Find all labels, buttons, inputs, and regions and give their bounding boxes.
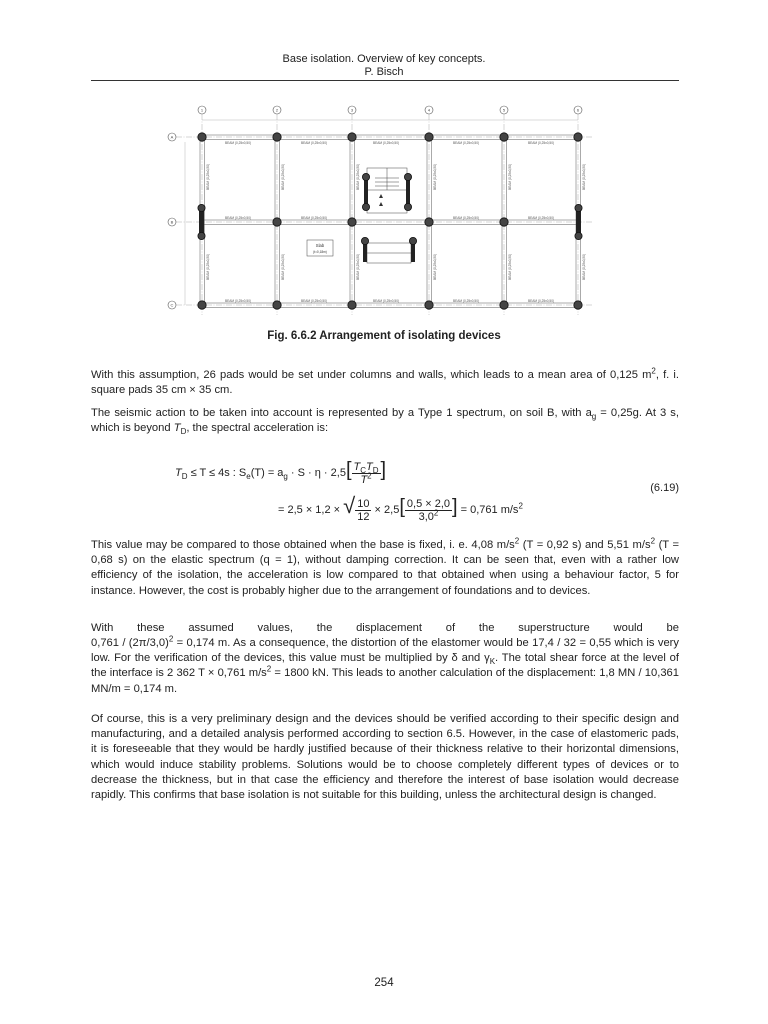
stair-arrows: [379, 194, 383, 206]
eq2-frac-num: 0,5 × 2,0: [406, 497, 451, 510]
eq2-b: × 2,5: [374, 504, 400, 516]
walls: [199, 175, 581, 262]
p3-sup-2: 2: [650, 536, 656, 546]
beam-label: BEAM (0,25x0,50): [225, 216, 252, 220]
eq-td-sub: D: [181, 472, 188, 482]
p2-text-b: = 0,25g. At 3 s, which is beyond: [91, 407, 679, 435]
beams: [200, 135, 581, 308]
paragraph-4-line-1: With these assumed values, the displacement of the superstructure would be: [91, 622, 679, 634]
beam-label: BEAM (0,25x0,50): [373, 299, 400, 303]
beam-label: BEAM (0,25x0,50): [453, 299, 480, 303]
axis-1: 1: [200, 107, 204, 113]
axis-number-labels: [201, 108, 580, 113]
column-label: BEAM (0,25x0,50): [433, 253, 437, 280]
eq2-sqrt-frac: [355, 498, 371, 523]
p2-td-sub: D: [180, 427, 187, 437]
axis-number-bubbles: [198, 106, 582, 114]
p4-sub: K: [489, 657, 496, 667]
column-label: BEAM (0,25x0,50): [206, 253, 210, 280]
eq2-frac-den: 3,0: [418, 510, 434, 523]
equation-line-1: $T_D \le T \le 4s$ : $S_e(T) = a_g \cdot S \cdot \eta \cdot 2,5$[ $\frac{T_CT_D}{T^2}$ ]: [175, 459, 387, 486]
eq-tc-sub: C: [360, 465, 367, 475]
axis-3: 3: [350, 107, 354, 113]
axis-5: 5: [502, 107, 506, 113]
column-label: BEAM (0,25x0,50): [433, 163, 437, 190]
slab-label: Slab: [315, 243, 325, 248]
beam-label: BEAM (0,25x0,50): [225, 141, 252, 145]
p3-sup-1: 2: [514, 536, 520, 546]
eq-rest: · S · η · 2,5: [287, 467, 346, 479]
column-label: BEAM (0,25x0,50): [508, 253, 512, 280]
p4-text-a: 0,761 / (2π/3,0): [91, 637, 169, 649]
eq-td2-sub: D: [372, 465, 379, 475]
p4-sup-1: 2: [168, 634, 174, 644]
header-author: P. Bisch: [364, 66, 404, 78]
p3-text-b: (T = 0,92 s) and 5,51 m/s: [519, 539, 651, 551]
p4-text-b: = 0,174 m. As a consequence, the distortion of the elastomer would be 17,4 / 32 = 0,55 which is very low. For the verification of the devices, this value must be multiplied by δ and γ: [91, 637, 679, 665]
eq2-result-sup: 2: [518, 501, 523, 511]
beam-label: BEAM (0,25x0,50): [301, 141, 328, 145]
isolating-pads: [198, 133, 582, 309]
p1-text-a: With this assumption, 26 pads would be set under columns and walls, which leads to a mean area of 0,125 m: [91, 369, 652, 381]
header-title: Base isolation. Overview of key concepts.: [282, 53, 486, 65]
column-label: BEAM (0,25x0,50): [356, 253, 360, 280]
beam-label: BEAM (0,25x0,50): [528, 216, 555, 220]
figure-caption: Fig. 6.6.2 Arrangement of isolating devices: [267, 330, 501, 342]
beam-label: BEAM (0,25x0,50): [373, 141, 400, 145]
p2-text-a: The seismic action to be taken into account is represented by a Type 1 spectrum, on soil B, with a: [91, 407, 592, 419]
eq2-frac: [405, 498, 452, 523]
eq2-result: = 0,761 m/s: [460, 504, 519, 516]
p4-text-c: . The total shear force at the level of the interface is 2 362 T × 0,761 m/s: [91, 652, 679, 680]
axis-C: C: [170, 302, 174, 308]
axis-6: 6: [576, 107, 580, 113]
axis-B: B: [170, 219, 174, 225]
floor-plan-figure: [163, 100, 599, 318]
eq-den-sup: 2: [367, 470, 372, 480]
slab-note: [307, 240, 333, 256]
eq2-a: = 2,5 × 1,2 ×: [278, 504, 341, 516]
eq-se-sub: e: [246, 472, 251, 482]
axis-4: 4: [427, 107, 431, 113]
paragraph-2: [91, 406, 679, 436]
axis-letter-labels: [171, 135, 174, 308]
beam-label: BEAM (0,25x0,50): [301, 216, 328, 220]
eq-ag-sub: g: [283, 472, 288, 482]
stair-core: [367, 168, 411, 263]
p2-td: T: [173, 422, 181, 435]
equation-number: (6.19): [650, 482, 679, 494]
p2-text-c: , the spectral acceleration is:: [186, 422, 329, 435]
p3-text-a: This value may be compared to those obtained when the base is fixed, i. e. 4,08 m/s: [91, 539, 515, 551]
beam-label: BEAM (0,25x0,50): [453, 216, 480, 220]
eq-den-t: T: [360, 473, 368, 486]
column-label: BEAM (0,25x0,50): [582, 253, 586, 280]
eq2-frac-den-sup: 2: [433, 507, 439, 517]
paragraph-4: [91, 636, 679, 697]
eq2-sqrt-num: 10: [357, 497, 370, 510]
p1-text-b: , f. i. square pads 35 cm × 35 cm.: [91, 369, 679, 397]
header-rule: [91, 80, 679, 81]
p2-sub: g: [591, 412, 597, 422]
beam-label: BEAM (0,25x0,50): [301, 299, 328, 303]
equation-line-2: = 2,5 × 1,2 × √ $\frac{10}{12}$ × 2,5[ $\frac{0,5 \times 2,0}{3,0^2}$ ] = 0,761 $m/s^2$: [278, 493, 523, 523]
column-label: BEAM (0,25x0,50): [356, 163, 360, 190]
eq-td2: T: [366, 460, 373, 473]
page-number: 254: [374, 977, 394, 989]
p3-text-c: (T = 0,68 s) on the elastic spectrum (q = 1), without damping correction. It can be seen that, even with a rather low efficiency of the isolation, the acceleration is low compared to that obtained when using a behaviour factor, 5 for instance. However, the cost is probably higher due to the arrangement of foundations and to devices.: [91, 539, 680, 597]
beam-label: BEAM (0,25x0,50): [528, 141, 555, 145]
eq-frac-tc-td: [352, 461, 381, 486]
paragraph-5: Of course, this is a very preliminary design and the devices should be verified according to their specific design and manufacturing, and a detailed analysis performed according to section 6.5. However, in the case of elastomeric pads, it is foreseeable that they would be hardly justified because of their thickness relative to their horizontal dimensions, which would induce stability problems. Solutions would be to choose completely different types of devices or to decrease the thickness, but in that case the efficiency and therefore the interest of base isolation would decrease rapidly. This confirms that base isolation is not suitable for this building, unless the architectural design is changed.: [91, 713, 679, 802]
column-label: BEAM (0,25x0,50): [582, 163, 586, 190]
eq-td: T: [175, 467, 182, 479]
beam-label: BEAM (0,25x0,50): [528, 299, 555, 303]
slab-thickness: (t=0,18m): [313, 250, 327, 254]
column-label: BEAM (0,25x0,50): [281, 253, 285, 280]
axis-2: 2: [275, 107, 279, 113]
eq-mid: (T) = a: [250, 467, 284, 479]
column-label: BEAM (0,25x0,50): [206, 163, 210, 190]
p4-text-d: = 1800 kN. This leads to another calculation of the displacement: 1,8 MN / 10,361 MN/m = 0,174 m.: [91, 667, 679, 695]
beam-label: BEAM (0,25x0,50): [453, 141, 480, 145]
beam-label: BEAM (0,25x0,50): [225, 299, 252, 303]
column-label: BEAM (0,25x0,50): [281, 163, 285, 190]
eq2-sqrt-den: 12: [357, 510, 370, 523]
paragraph-3: [91, 538, 679, 599]
eq-tc: T: [353, 460, 361, 473]
dimension-lines: [185, 120, 578, 305]
eq-cond: ≤ T ≤ 4s : S: [187, 467, 247, 479]
paragraph-1: [91, 368, 679, 398]
p4-sup-2: 2: [266, 664, 272, 674]
p1-sup: 2: [651, 366, 656, 376]
equation-6-19: [175, 452, 679, 530]
column-label: BEAM (0,25x0,50): [508, 163, 512, 190]
axis-A: A: [170, 134, 174, 140]
